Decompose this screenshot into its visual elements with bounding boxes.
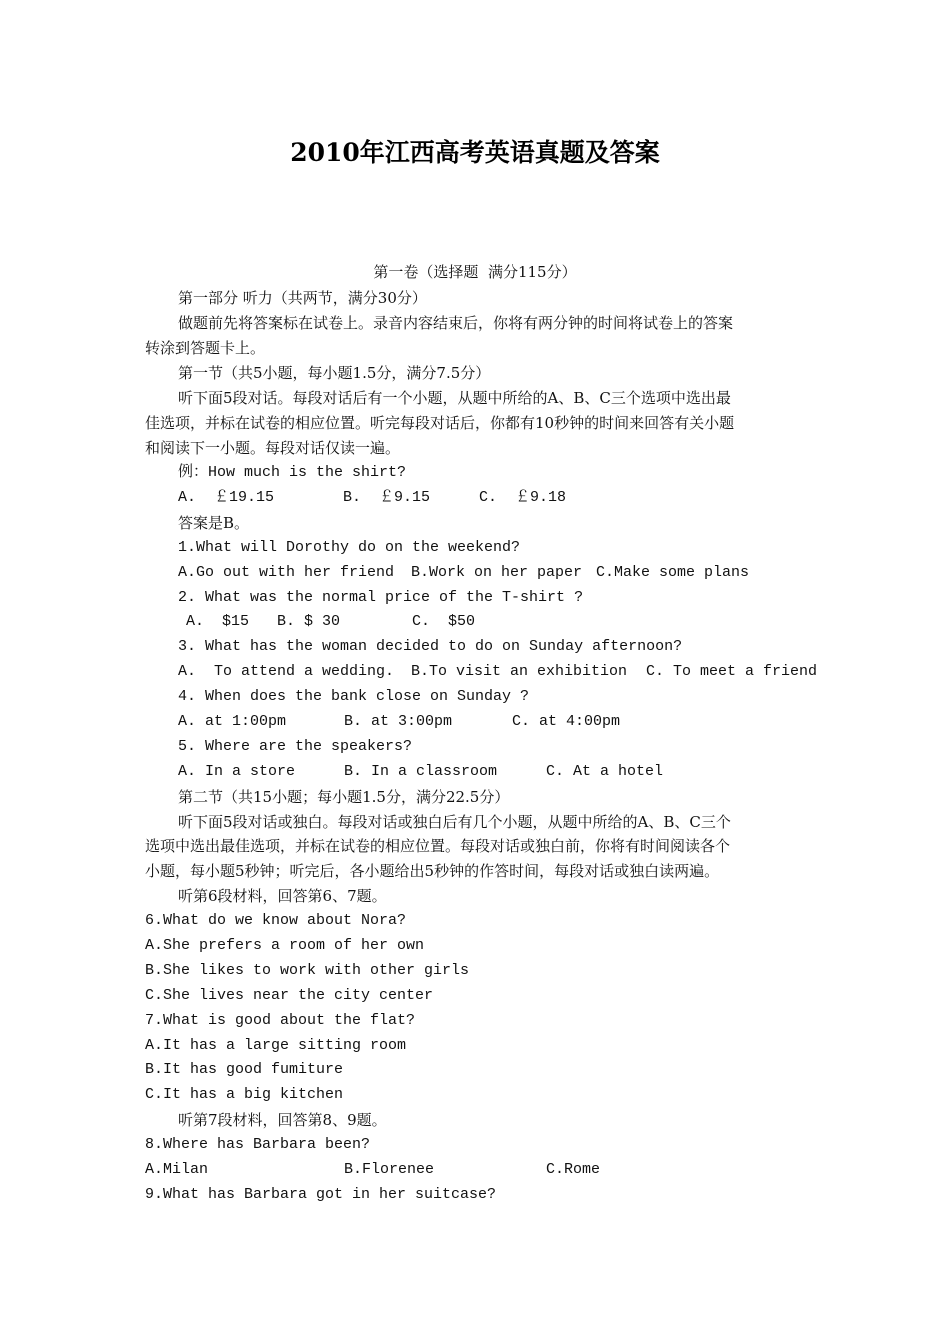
question-8-option-b: B.Florenee bbox=[344, 1161, 435, 1178]
question-2-option-c: C. $50 bbox=[412, 613, 476, 630]
part1-heading: 第一部分 听力（共两节，满分30分） bbox=[178, 289, 427, 307]
question-3: 3. What has the woman decided to do on Sunday afternoon? bbox=[178, 638, 683, 655]
question-5-option-b: B. In a classroom bbox=[344, 763, 498, 780]
section1-intro-line: 听下面5段对话。每段对话后有一个小题，从题中所给的A、B、C三个选项中选出最 bbox=[178, 389, 731, 407]
question-7-option-b: B.It has good fumiture bbox=[145, 1061, 344, 1078]
question-6-option-c: C.She lives near the city center bbox=[145, 987, 434, 1004]
question-2-option-b: B. $ 30 bbox=[277, 613, 341, 630]
section2-heading: 第二节（共15小题；每小题1.5分，满分22.5分） bbox=[178, 788, 510, 806]
question-6: 6.What do we know about Nora? bbox=[145, 912, 407, 929]
material-7-label: 听第7段材料，回答第8、9题。 bbox=[178, 1111, 387, 1129]
section2-intro-line: 听下面5段对话或独白。每段对话或独白后有几个小题，从题中所给的A、B、C三个 bbox=[178, 813, 731, 831]
question-5: 5. Where are the speakers? bbox=[178, 738, 413, 755]
section1-heading: 第一节（共5小题，每小题1.5分，满分7.5分） bbox=[178, 364, 491, 382]
question-4-option-a: A. at 1:00pm bbox=[178, 713, 287, 730]
question-1: 1.What will Dorothy do on the weekend? bbox=[178, 539, 521, 556]
question-7: 7.What is good about the flat? bbox=[145, 1012, 416, 1029]
example-option-c: C. ￡9.18 bbox=[479, 489, 567, 506]
section2-intro-line: 选项中选出最佳选项，并标在试卷的相应位置。每段对话或独白前，你将有时间阅读各个 bbox=[145, 837, 731, 855]
section2-intro-line: 小题，每小题5秒钟；听完后，各小题给出5秒钟的作答时间，每段对话或独白读两遍。 bbox=[145, 862, 720, 880]
question-2: 2. What was the normal price of the T-shirt ? bbox=[178, 589, 584, 606]
question-9: 9.What has Barbara got in her suitcase? bbox=[145, 1186, 497, 1203]
question-3-option-a: A. To attend a wedding. bbox=[178, 663, 395, 680]
question-2-option-a: A. $15 bbox=[186, 613, 250, 630]
question-6-option-a: A.She prefers a room of her own bbox=[145, 937, 425, 954]
material-6-label: 听第6段材料，回答第6、7题。 bbox=[178, 887, 387, 905]
question-1-option-a: A.Go out with her friend bbox=[178, 564, 395, 581]
question-5-option-a: A. In a store bbox=[178, 763, 296, 780]
question-3-option-b: B.To visit an exhibition bbox=[411, 663, 628, 680]
question-4: 4. When does the bank close on Sunday ? bbox=[178, 688, 530, 705]
question-8-option-a: A.Milan bbox=[145, 1161, 209, 1178]
document-title: 2010年江西高考英语真题及答案 bbox=[290, 138, 660, 167]
question-4-option-c: C. at 4:00pm bbox=[512, 713, 621, 730]
question-1-option-b: B.Work on her paper bbox=[411, 564, 583, 581]
question-8-option-c: C.Rome bbox=[546, 1161, 601, 1178]
example-option-b: B. ￡9.15 bbox=[343, 489, 431, 506]
question-1-option-c: C.Make some plans bbox=[596, 564, 750, 581]
volume-header: 第一卷（选择题 满分115分） bbox=[373, 263, 577, 281]
question-6-option-b: B.She likes to work with other girls bbox=[145, 962, 470, 979]
question-7-option-c: C.It has a big kitchen bbox=[145, 1086, 344, 1103]
question-7-option-a: A.It has a large sitting room bbox=[145, 1037, 407, 1054]
question-4-option-b: B. at 3:00pm bbox=[344, 713, 453, 730]
example-answer: 答案是B。 bbox=[178, 514, 250, 532]
section1-intro-line: 佳选项，并标在试卷的相应位置。听完每段对话后，你都有10秒钟的时间来回答有关小题 bbox=[145, 414, 735, 432]
example-question: 例：How much is the shirt? bbox=[178, 464, 407, 481]
part1-intro-line: 做题前先将答案标在试卷上。录音内容结束后，你将有两分钟的时间将试卷上的答案 bbox=[178, 314, 734, 332]
question-5-option-c: C. At a hotel bbox=[546, 763, 664, 780]
question-8: 8.Where has Barbara been? bbox=[145, 1136, 371, 1153]
part1-intro-line: 转涂到答题卡上。 bbox=[145, 339, 266, 357]
question-3-option-c: C. To meet a friend bbox=[646, 663, 818, 680]
example-option-a: A. ￡19.15 bbox=[178, 489, 275, 506]
section1-intro-line: 和阅读下一小题。每段对话仅读一遍。 bbox=[145, 439, 401, 457]
